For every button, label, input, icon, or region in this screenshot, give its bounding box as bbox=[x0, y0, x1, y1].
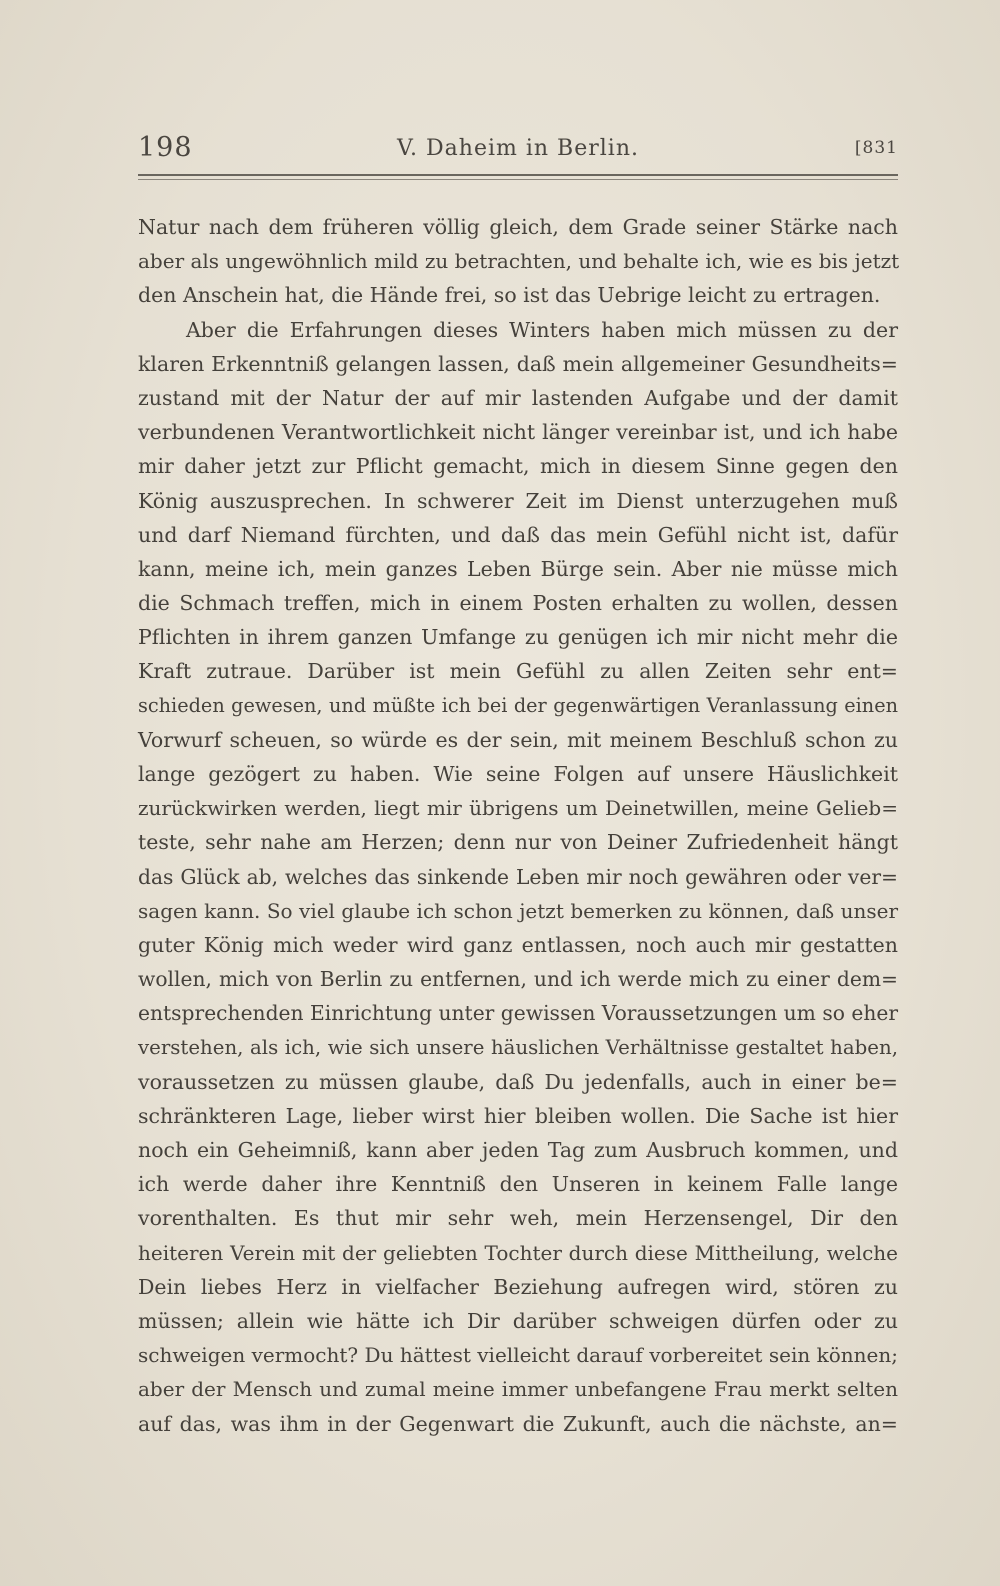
text-line: Aber die Erfahrungen dieses Winters haben mich müssen zu der bbox=[186, 317, 898, 342]
text-line: kann, meine ich, mein ganzes Leben Bürge sein. Aber nie müsse mich bbox=[138, 556, 898, 581]
text-line: ich werde daher ihre Kenntniß den Unseren in keinem Falle lange bbox=[138, 1172, 898, 1197]
text-line: Kraft zutraue. Darüber ist mein Gefühl zu allen Zeiten sehr ent= bbox=[138, 659, 898, 684]
text-line: noch ein Geheimniß, kann aber jeden Tag zum Ausbruch kommen, und bbox=[138, 1138, 898, 1163]
text-line: heiteren Verein mit der geliebten Tochter durch diese Mittheilung, welche bbox=[138, 1240, 898, 1265]
running-title: V. Daheim in Berlin. bbox=[397, 136, 639, 161]
page-header bbox=[138, 132, 898, 166]
page-number: 198 bbox=[138, 132, 193, 163]
text-line: müssen; allein wie hätte ich Dir darüber schweigen dürfen oder zu bbox=[138, 1309, 898, 1333]
header-rule-thin bbox=[138, 179, 898, 180]
text-line: Dein liebes Herz in vielfacher Beziehung aufregen wird, stören zu bbox=[138, 1274, 898, 1299]
text-line: zustand mit der Natur der auf mir lastenden Aufgabe und der damit bbox=[138, 385, 898, 410]
text-line: sagen kann. So viel glaube ich schon jetzt bemerken zu können, daß unser bbox=[138, 898, 898, 923]
text-line: schweigen vermocht? Du hättest vielleicht darauf vorbereitet sein können; bbox=[138, 1343, 898, 1368]
text-line: teste, sehr nahe am Herzen; denn nur von Deiner Zufriedenheit hängt bbox=[138, 830, 898, 855]
year-bracket: [831 bbox=[854, 138, 898, 158]
text-line: guter König mich weder wird ganz entlassen, noch auch mir gestatten bbox=[138, 932, 898, 957]
text-line: vorenthalten. Es thut mir sehr weh, mein Herzensengel, Dir den bbox=[138, 1206, 898, 1231]
text-line: verbundenen Verantwortlichkeit nicht länger vereinbar ist, und ich habe bbox=[138, 420, 898, 445]
text-line: aber der Mensch und zumal meine immer unbefangene Frau merkt selten bbox=[138, 1377, 898, 1402]
text-line: schieden gewesen, und müßte ich bei der gegenwärtigen Veranlassung einen bbox=[138, 693, 898, 717]
text-line: die Schmach treffen, mich in einem Posten erhalten zu wollen, dessen bbox=[138, 591, 898, 616]
text-line: Pflichten in ihrem ganzen Umfange zu genügen ich mir nicht mehr die bbox=[138, 625, 898, 650]
text-line: verstehen, als ich, wie sich unsere häuslichen Verhältnisse gestaltet haben, bbox=[138, 1035, 898, 1059]
text-line: klaren Erkenntniß gelangen lassen, daß mein allgemeiner Gesundheits= bbox=[138, 351, 898, 376]
text-line: König auszusprechen. In schwerer Zeit im Dienst unterzugehen muß bbox=[138, 488, 898, 513]
text-line: entsprechenden Einrichtung unter gewissen Voraussetzungen um so eher bbox=[138, 1001, 899, 1026]
body-text bbox=[138, 210, 898, 1441]
text-line: den Anschein hat, die Hände frei, so ist das Uebrige leicht zu ertragen. bbox=[138, 283, 881, 308]
text-line: wollen, mich von Berlin zu entfernen, und ich werde mich zu einer dem= bbox=[138, 967, 898, 992]
text-line: voraussetzen zu müssen glaube, daß Du jedenfalls, auch in einer be= bbox=[138, 1069, 898, 1094]
text-line: lange gezögert zu haben. Wie seine Folgen auf unsere Häuslichkeit bbox=[138, 762, 898, 786]
text-line: das Glück ab, welches das sinkende Leben mir noch gewähren oder ver= bbox=[138, 864, 898, 889]
text-line: Natur nach dem früheren völlig gleich, dem Grade seiner Stärke nach bbox=[138, 215, 898, 239]
text-line: schränkteren Lage, lieber wirst hier bleiben wollen. Die Sache ist hier bbox=[138, 1103, 898, 1128]
text-line: auf das, was ihm in der Gegenwart die Zukunft, auch die nächste, an= bbox=[138, 1411, 898, 1436]
text-line: mir daher jetzt zur Pflicht gemacht, mich in diesem Sinne gegen den bbox=[138, 454, 898, 479]
text-line: und darf Niemand fürchten, und daß das mein Gefühl nicht ist, dafür bbox=[138, 522, 898, 547]
text-line: aber als ungewöhnlich mild zu betrachten, und behalte ich, wie es bis jetzt bbox=[138, 249, 900, 274]
header-rule bbox=[138, 174, 898, 176]
text-line: Vorwurf scheuen, so würde es der sein, mit meinem Beschluß schon zu bbox=[138, 727, 898, 752]
text-line: zurückwirken werden, liegt mir übrigens um Deinetwillen, meine Gelieb= bbox=[138, 796, 898, 821]
